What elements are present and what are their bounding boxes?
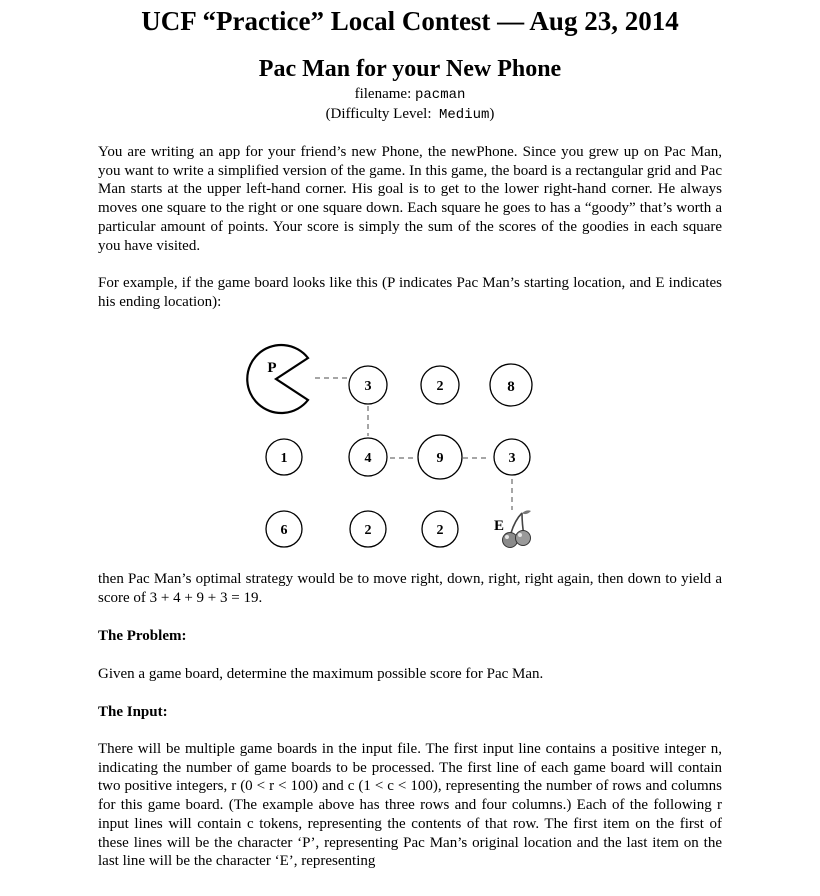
contest-title: UCF “Practice” Local Contest — Aug 23, 2014	[141, 6, 679, 36]
board-cell-value: 2	[436, 523, 444, 538]
pacman-icon	[247, 345, 308, 413]
board-cell-value: 8	[507, 379, 515, 395]
board-cell-value: 6	[280, 523, 288, 538]
input-heading: The Input:	[98, 704, 168, 720]
end-label: E	[493, 518, 505, 534]
example-intro-paragraph: For example, if the game board looks like this (P indicates Pac Man’s starting location, and E indicates his ending location):	[98, 275, 722, 310]
difficulty-value: Medium	[439, 107, 490, 123]
cherry-icon	[503, 510, 532, 547]
filename-label: filename:	[354, 86, 415, 102]
example-result-paragraph: then Pac Man’s optimal strategy would be to move right, down, right, right again, then down to yield a score of 3 + 4 + 9 + 3 = 19.	[98, 571, 722, 606]
intro-paragraph: You are writing an app for your friend’s new Phone, the newPhone. Since you grew up on Pac Man, you want to write a simplified version of the game. In this game, the board is a rectangular grid and Pac Man starts at the upper left-hand corner. His goal is to get to the lower right-hand corner. He always moves one square to the right or one square down. Each square he goes to has a “goody” that’s worth a particular amount of points. Your score is simply the sum of the scores of the goodies in each square you have visited.	[98, 144, 722, 254]
difficulty-label: (Difficulty Level:	[325, 106, 439, 122]
input-paragraph: There will be multiple game boards in the input file. The first input line contains a positive integer n, indicating the number of game boards to be processed. The first line of each game board will contain two positive integers, r (0 < r < 100) and c (1 < c < 100), representing the number of rows and columns for this game board. (The example above has three rows and four columns.) Each of the following r input lines will contain c tokens, representing the contents of that row. The first item on the first of these lines will be the character ‘P’, representing Pac Man’s original location and the last item on the last line will be the character ‘E’, representing	[98, 741, 722, 870]
filename-value: pacman	[414, 87, 466, 103]
board-cell-value: 2	[364, 523, 372, 538]
board-cell-value: 2	[436, 379, 444, 394]
board-cell-value: 3	[364, 379, 372, 394]
board-cell-value: 4	[364, 451, 372, 466]
problem-heading: The Problem:	[98, 628, 187, 644]
problem-title: Pac Man for your New Phone	[258, 56, 562, 82]
difficulty-close: )	[489, 106, 495, 122]
board-cell-value: 9	[436, 451, 444, 466]
start-label: P	[267, 360, 277, 376]
board-cell-value: 1	[280, 451, 288, 466]
problem-paragraph: Given a game board, determine the maximum possible score for Pac Man.	[98, 666, 544, 682]
board-cell-value: 3	[508, 451, 516, 466]
